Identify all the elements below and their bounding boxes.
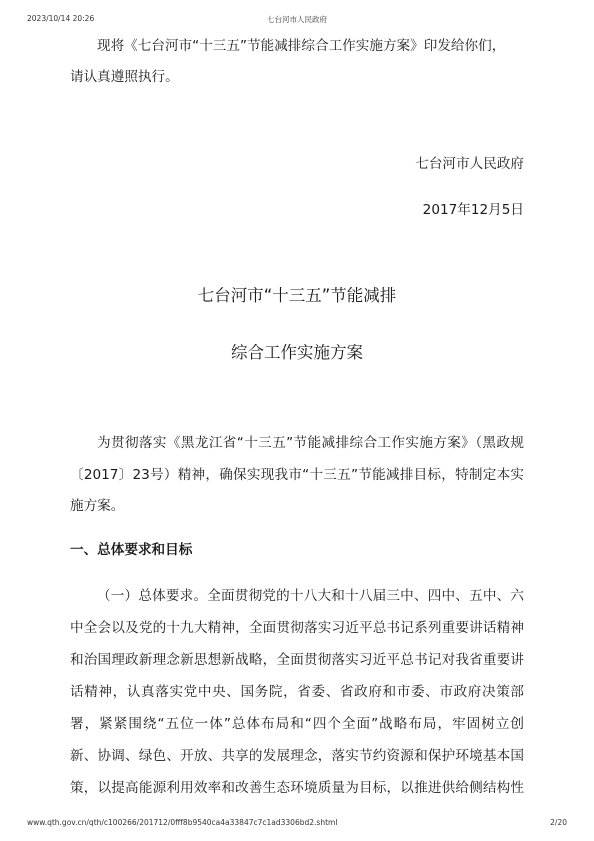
- print-datetime: 2023/10/14 20:26: [27, 14, 95, 23]
- document-title-line-2: 综合工作实施方案: [231, 343, 363, 362]
- site-title: 七台河市人民政府: [267, 15, 327, 24]
- paragraph-line: 中全会以及党的十九大精神，全面贯彻落实习近平总书记系列重要讲话精神: [70, 620, 524, 636]
- section-heading: 一、总体要求和目标: [70, 542, 193, 558]
- intro-line-2: 请认真遵照执行。: [70, 69, 179, 85]
- paragraph-line: 策，以提高能源利用效率和改善生态环境质量为目标，以推进供给侧结构性: [70, 780, 524, 796]
- page-indicator: 2/20: [550, 818, 567, 827]
- issue-date: 2017年12月5日: [422, 202, 524, 218]
- preamble-line: 施方案。: [70, 498, 125, 514]
- paragraph-line: 署，紧紧围绕“五位一体”总体布局和“四个全面”战略布局，牢固树立创: [70, 716, 524, 732]
- intro-line-1: 现将《七台河市“十三五”节能减排综合工作实施方案》印发给你们，: [97, 38, 506, 54]
- paragraph-line: （一）总体要求。全面贯彻党的十八大和十八届三中、四中、五中、六: [97, 588, 524, 604]
- issuer-signature: 七台河市人民政府: [415, 156, 524, 172]
- paragraph-line: 话精神，认真落实党中央、国务院，省委、省政府和市委、市政府决策部: [70, 684, 524, 700]
- paragraph-line: 和治国理政新理念新思想新战略，全面贯彻落实习近平总书记对我省重要讲: [70, 652, 524, 668]
- preamble-line: 为贯彻落实《黑龙江省“十三五”节能减排综合工作实施方案》（黑政规: [97, 435, 524, 451]
- preamble-line: 〔2017〕23号）精神，确保实现我市“十三五”节能减排目标，特制定本实: [70, 467, 524, 483]
- document-title-line-1: 七台河市“十三五”节能减排: [197, 286, 397, 305]
- page-url: www.qth.gov.cn/qth/c100266/201712/0fff8b9540ca4a33847c7c1ad3306bd2.shtml: [27, 818, 338, 827]
- paragraph-line: 新、协调、绿色、开放、共享的发展理念，落实节约资源和保护环境基本国: [70, 748, 524, 764]
